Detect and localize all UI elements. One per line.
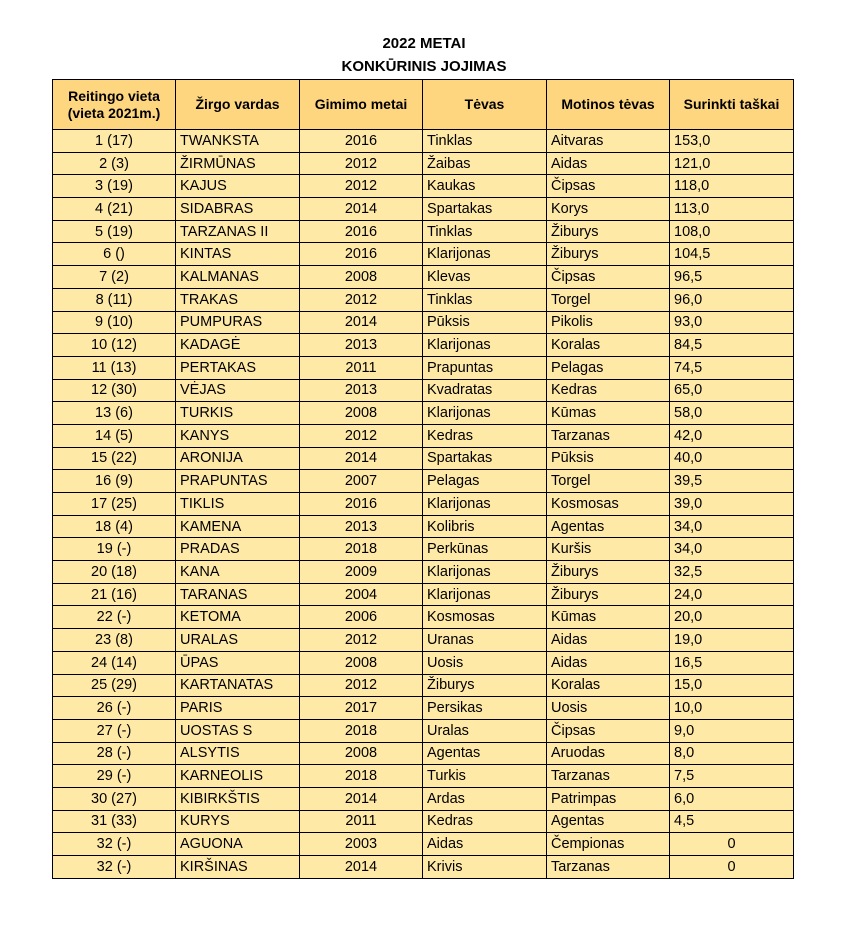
birth-year-cell: 2016 <box>300 130 423 153</box>
birth-year-cell: 2009 <box>300 561 423 584</box>
horse-name-cell: ŽIRMŪNAS <box>176 152 300 175</box>
birth-year-cell: 2018 <box>300 765 423 788</box>
birth-year-cell: 2008 <box>300 402 423 425</box>
points-cell: 96,0 <box>670 288 794 311</box>
rank-cell: 14 (5) <box>53 424 176 447</box>
dam-sire-cell: Torgel <box>547 470 670 493</box>
table-row <box>53 629 794 652</box>
sire-cell: Perkūnas <box>423 538 547 561</box>
sire-cell: Klarijonas <box>423 402 547 425</box>
horse-name-cell: UOSTAS S <box>176 719 300 742</box>
sire-cell: Pelagas <box>423 470 547 493</box>
horse-name-cell: KADAGĖ <box>176 334 300 357</box>
table-row <box>53 538 794 561</box>
horse-name-cell: ARONIJA <box>176 447 300 470</box>
col-header-horse-name: Žirgo vardas <box>176 80 300 130</box>
sire-cell: Pūksis <box>423 311 547 334</box>
points-cell: 6,0 <box>670 787 794 810</box>
sire-cell: Klarijonas <box>423 561 547 584</box>
horse-name-cell: KARNEOLIS <box>176 765 300 788</box>
sire-cell: Uosis <box>423 651 547 674</box>
dam-sire-cell: Pelagas <box>547 356 670 379</box>
birth-year-cell: 2016 <box>300 493 423 516</box>
dam-sire-cell: Čipsas <box>547 266 670 289</box>
horse-name-cell: KIRŠINAS <box>176 856 300 879</box>
points-cell: 153,0 <box>670 130 794 153</box>
table-row <box>53 765 794 788</box>
rank-cell: 13 (6) <box>53 402 176 425</box>
points-cell: 113,0 <box>670 198 794 221</box>
sire-cell: Persikas <box>423 697 547 720</box>
rank-cell: 25 (29) <box>53 674 176 697</box>
horse-name-cell: PRADAS <box>176 538 300 561</box>
col-header-dam-sire: Motinos tėvas <box>547 80 670 130</box>
dam-sire-cell: Pikolis <box>547 311 670 334</box>
table-row <box>53 493 794 516</box>
dam-sire-cell: Žiburys <box>547 220 670 243</box>
sire-cell: Tinklas <box>423 130 547 153</box>
birth-year-cell: 2017 <box>300 697 423 720</box>
table-row <box>53 424 794 447</box>
col-header-birth-year: Gimimo metai <box>300 80 423 130</box>
table-row <box>53 606 794 629</box>
dam-sire-cell: Uosis <box>547 697 670 720</box>
table-row <box>53 243 794 266</box>
sire-cell: Prapuntas <box>423 356 547 379</box>
rank-cell: 28 (-) <box>53 742 176 765</box>
birth-year-cell: 2012 <box>300 288 423 311</box>
points-cell: 39,5 <box>670 470 794 493</box>
birth-year-cell: 2012 <box>300 674 423 697</box>
sire-cell: Agentas <box>423 742 547 765</box>
horse-name-cell: KANA <box>176 561 300 584</box>
table-row <box>53 288 794 311</box>
points-cell: 32,5 <box>670 561 794 584</box>
table-row <box>53 379 794 402</box>
sire-cell: Kvadratas <box>423 379 547 402</box>
horse-name-cell: PARIS <box>176 697 300 720</box>
horse-name-cell: KARTANATAS <box>176 674 300 697</box>
birth-year-cell: 2012 <box>300 629 423 652</box>
sire-cell: Kedras <box>423 424 547 447</box>
points-cell: 108,0 <box>670 220 794 243</box>
birth-year-cell: 2014 <box>300 198 423 221</box>
horse-name-cell: TWANKSTA <box>176 130 300 153</box>
rank-cell: 9 (10) <box>53 311 176 334</box>
sire-cell: Aidas <box>423 833 547 856</box>
birth-year-cell: 2013 <box>300 379 423 402</box>
dam-sire-cell: Tarzanas <box>547 765 670 788</box>
dam-sire-cell: Patrimpas <box>547 787 670 810</box>
birth-year-cell: 2006 <box>300 606 423 629</box>
horse-name-cell: KALMANAS <box>176 266 300 289</box>
dam-sire-cell: Kūmas <box>547 606 670 629</box>
dam-sire-cell: Aidas <box>547 629 670 652</box>
horse-name-cell: ALSYTIS <box>176 742 300 765</box>
points-cell: 16,5 <box>670 651 794 674</box>
sire-cell: Klarijonas <box>423 583 547 606</box>
points-cell: 104,5 <box>670 243 794 266</box>
page-subtitle: KONKŪRINIS JOJIMAS <box>341 58 507 75</box>
dam-sire-cell: Koralas <box>547 334 670 357</box>
points-cell: 121,0 <box>670 152 794 175</box>
birth-year-cell: 2008 <box>300 742 423 765</box>
birth-year-cell: 2004 <box>300 583 423 606</box>
birth-year-cell: 2013 <box>300 334 423 357</box>
points-cell: 34,0 <box>670 515 794 538</box>
dam-sire-cell: Tarzanas <box>547 856 670 879</box>
sire-cell: Klarijonas <box>423 243 547 266</box>
rank-cell: 24 (14) <box>53 651 176 674</box>
table-row <box>53 674 794 697</box>
rank-cell: 22 (-) <box>53 606 176 629</box>
rank-cell: 12 (30) <box>53 379 176 402</box>
table-row <box>53 356 794 379</box>
rank-cell: 18 (4) <box>53 515 176 538</box>
col-header-rank: Reitingo vieta (vieta 2021m.) <box>53 80 176 130</box>
birth-year-cell: 2003 <box>300 833 423 856</box>
points-cell: 4,5 <box>670 810 794 833</box>
horse-name-cell: PERTAKAS <box>176 356 300 379</box>
points-cell: 20,0 <box>670 606 794 629</box>
rank-cell: 10 (12) <box>53 334 176 357</box>
points-cell: 93,0 <box>670 311 794 334</box>
table-row <box>53 198 794 221</box>
horse-name-cell: SIDABRAS <box>176 198 300 221</box>
birth-year-cell: 2018 <box>300 538 423 561</box>
table-row <box>53 130 794 153</box>
dam-sire-cell: Čempionas <box>547 833 670 856</box>
rank-cell: 20 (18) <box>53 561 176 584</box>
sire-cell: Kosmosas <box>423 606 547 629</box>
horse-name-cell: VĖJAS <box>176 379 300 402</box>
rank-cell: 6 () <box>53 243 176 266</box>
rank-cell: 26 (-) <box>53 697 176 720</box>
birth-year-cell: 2008 <box>300 266 423 289</box>
horse-name-cell: KAMENA <box>176 515 300 538</box>
rank-cell: 15 (22) <box>53 447 176 470</box>
sire-cell: Kaukas <box>423 175 547 198</box>
sire-cell: Ardas <box>423 787 547 810</box>
birth-year-cell: 2011 <box>300 356 423 379</box>
rank-cell: 8 (11) <box>53 288 176 311</box>
horse-name-cell: TURKIS <box>176 402 300 425</box>
table-row <box>53 561 794 584</box>
horse-name-cell: PRAPUNTAS <box>176 470 300 493</box>
horse-name-cell: KURYS <box>176 810 300 833</box>
table-row <box>53 515 794 538</box>
points-cell: 19,0 <box>670 629 794 652</box>
dam-sire-cell: Žiburys <box>547 243 670 266</box>
table-row <box>53 152 794 175</box>
horse-name-cell: ŪPAS <box>176 651 300 674</box>
points-cell: 74,5 <box>670 356 794 379</box>
birth-year-cell: 2018 <box>300 719 423 742</box>
dam-sire-cell: Žiburys <box>547 583 670 606</box>
table-row <box>53 833 794 856</box>
horse-name-cell: KETOMA <box>176 606 300 629</box>
sire-cell: Turkis <box>423 765 547 788</box>
horse-name-cell: TARANAS <box>176 583 300 606</box>
horse-name-cell: URALAS <box>176 629 300 652</box>
rank-cell: 23 (8) <box>53 629 176 652</box>
dam-sire-cell: Aidas <box>547 651 670 674</box>
points-cell: 84,5 <box>670 334 794 357</box>
sire-cell: Kolibris <box>423 515 547 538</box>
table-body <box>53 130 794 879</box>
rank-cell: 32 (-) <box>53 856 176 879</box>
birth-year-cell: 2014 <box>300 311 423 334</box>
birth-year-cell: 2012 <box>300 175 423 198</box>
points-cell: 118,0 <box>670 175 794 198</box>
sire-cell: Žaibas <box>423 152 547 175</box>
horse-name-cell: TIKLIS <box>176 493 300 516</box>
table-row <box>53 583 794 606</box>
dam-sire-cell: Koralas <box>547 674 670 697</box>
dam-sire-cell: Aruodas <box>547 742 670 765</box>
sire-cell: Klarijonas <box>423 334 547 357</box>
rank-cell: 2 (3) <box>53 152 176 175</box>
horse-name-cell: KINTAS <box>176 243 300 266</box>
birth-year-cell: 2007 <box>300 470 423 493</box>
table-row <box>53 470 794 493</box>
ranking-table <box>52 79 794 879</box>
points-cell: 42,0 <box>670 424 794 447</box>
points-cell: 65,0 <box>670 379 794 402</box>
dam-sire-cell: Žiburys <box>547 561 670 584</box>
rank-cell: 19 (-) <box>53 538 176 561</box>
table-row <box>53 220 794 243</box>
horse-name-cell: KIBIRKŠTIS <box>176 787 300 810</box>
table-row <box>53 856 794 879</box>
points-cell: 24,0 <box>670 583 794 606</box>
rank-cell: 32 (-) <box>53 833 176 856</box>
sire-cell: Krivis <box>423 856 547 879</box>
dam-sire-cell: Agentas <box>547 810 670 833</box>
birth-year-cell: 2016 <box>300 243 423 266</box>
points-cell: 10,0 <box>670 697 794 720</box>
birth-year-cell: 2012 <box>300 152 423 175</box>
horse-name-cell: TRAKAS <box>176 288 300 311</box>
table-row <box>53 719 794 742</box>
table-row <box>53 787 794 810</box>
col-header-points: Surinkti taškai <box>670 80 794 130</box>
dam-sire-cell: Tarzanas <box>547 424 670 447</box>
birth-year-cell: 2014 <box>300 447 423 470</box>
dam-sire-cell: Kuršis <box>547 538 670 561</box>
points-cell: 7,5 <box>670 765 794 788</box>
horse-name-cell: TARZANAS II <box>176 220 300 243</box>
dam-sire-cell: Čipsas <box>547 175 670 198</box>
sire-cell: Klevas <box>423 266 547 289</box>
sire-cell: Tinklas <box>423 288 547 311</box>
birth-year-cell: 2012 <box>300 424 423 447</box>
horse-name-cell: KANYS <box>176 424 300 447</box>
page-title: 2022 METAI <box>382 35 466 52</box>
rank-cell: 31 (33) <box>53 810 176 833</box>
rank-cell: 27 (-) <box>53 719 176 742</box>
rank-cell: 1 (17) <box>53 130 176 153</box>
sire-cell: Uralas <box>423 719 547 742</box>
horse-name-cell: AGUONA <box>176 833 300 856</box>
dam-sire-cell: Kosmosas <box>547 493 670 516</box>
birth-year-cell: 2016 <box>300 220 423 243</box>
dam-sire-cell: Pūksis <box>547 447 670 470</box>
sire-cell: Klarijonas <box>423 493 547 516</box>
dam-sire-cell: Agentas <box>547 515 670 538</box>
birth-year-cell: 2011 <box>300 810 423 833</box>
table-row <box>53 651 794 674</box>
dam-sire-cell: Torgel <box>547 288 670 311</box>
sire-cell: Spartakas <box>423 198 547 221</box>
points-cell: 34,0 <box>670 538 794 561</box>
points-cell: 15,0 <box>670 674 794 697</box>
rank-cell: 21 (16) <box>53 583 176 606</box>
rank-cell: 30 (27) <box>53 787 176 810</box>
horse-name-cell: KAJUS <box>176 175 300 198</box>
birth-year-cell: 2014 <box>300 787 423 810</box>
points-cell: 96,5 <box>670 266 794 289</box>
points-cell: 0 <box>670 856 794 879</box>
table-row <box>53 742 794 765</box>
sire-cell: Uranas <box>423 629 547 652</box>
dam-sire-cell: Aitvaras <box>547 130 670 153</box>
table-row <box>53 447 794 470</box>
birth-year-cell: 2008 <box>300 651 423 674</box>
sire-cell: Tinklas <box>423 220 547 243</box>
horse-name-cell: PUMPURAS <box>176 311 300 334</box>
dam-sire-cell: Korys <box>547 198 670 221</box>
sire-cell: Kedras <box>423 810 547 833</box>
col-header-sire: Tėvas <box>423 80 547 130</box>
table-row <box>53 810 794 833</box>
points-cell: 39,0 <box>670 493 794 516</box>
dam-sire-cell: Aidas <box>547 152 670 175</box>
birth-year-cell: 2013 <box>300 515 423 538</box>
rank-cell: 17 (25) <box>53 493 176 516</box>
table-row <box>53 266 794 289</box>
points-cell: 8,0 <box>670 742 794 765</box>
table-row <box>53 334 794 357</box>
rank-cell: 5 (19) <box>53 220 176 243</box>
dam-sire-cell: Kedras <box>547 379 670 402</box>
birth-year-cell: 2014 <box>300 856 423 879</box>
dam-sire-cell: Kūmas <box>547 402 670 425</box>
table-row <box>53 311 794 334</box>
dam-sire-cell: Čipsas <box>547 719 670 742</box>
rank-cell: 11 (13) <box>53 356 176 379</box>
points-cell: 58,0 <box>670 402 794 425</box>
table-header-row <box>53 80 794 130</box>
table-row <box>53 175 794 198</box>
sire-cell: Spartakas <box>423 447 547 470</box>
rank-cell: 4 (21) <box>53 198 176 221</box>
points-cell: 9,0 <box>670 719 794 742</box>
points-cell: 40,0 <box>670 447 794 470</box>
rank-cell: 29 (-) <box>53 765 176 788</box>
rank-cell: 7 (2) <box>53 266 176 289</box>
sire-cell: Žiburys <box>423 674 547 697</box>
table-row <box>53 697 794 720</box>
rank-cell: 16 (9) <box>53 470 176 493</box>
table-row <box>53 402 794 425</box>
rank-cell: 3 (19) <box>53 175 176 198</box>
points-cell: 0 <box>670 833 794 856</box>
